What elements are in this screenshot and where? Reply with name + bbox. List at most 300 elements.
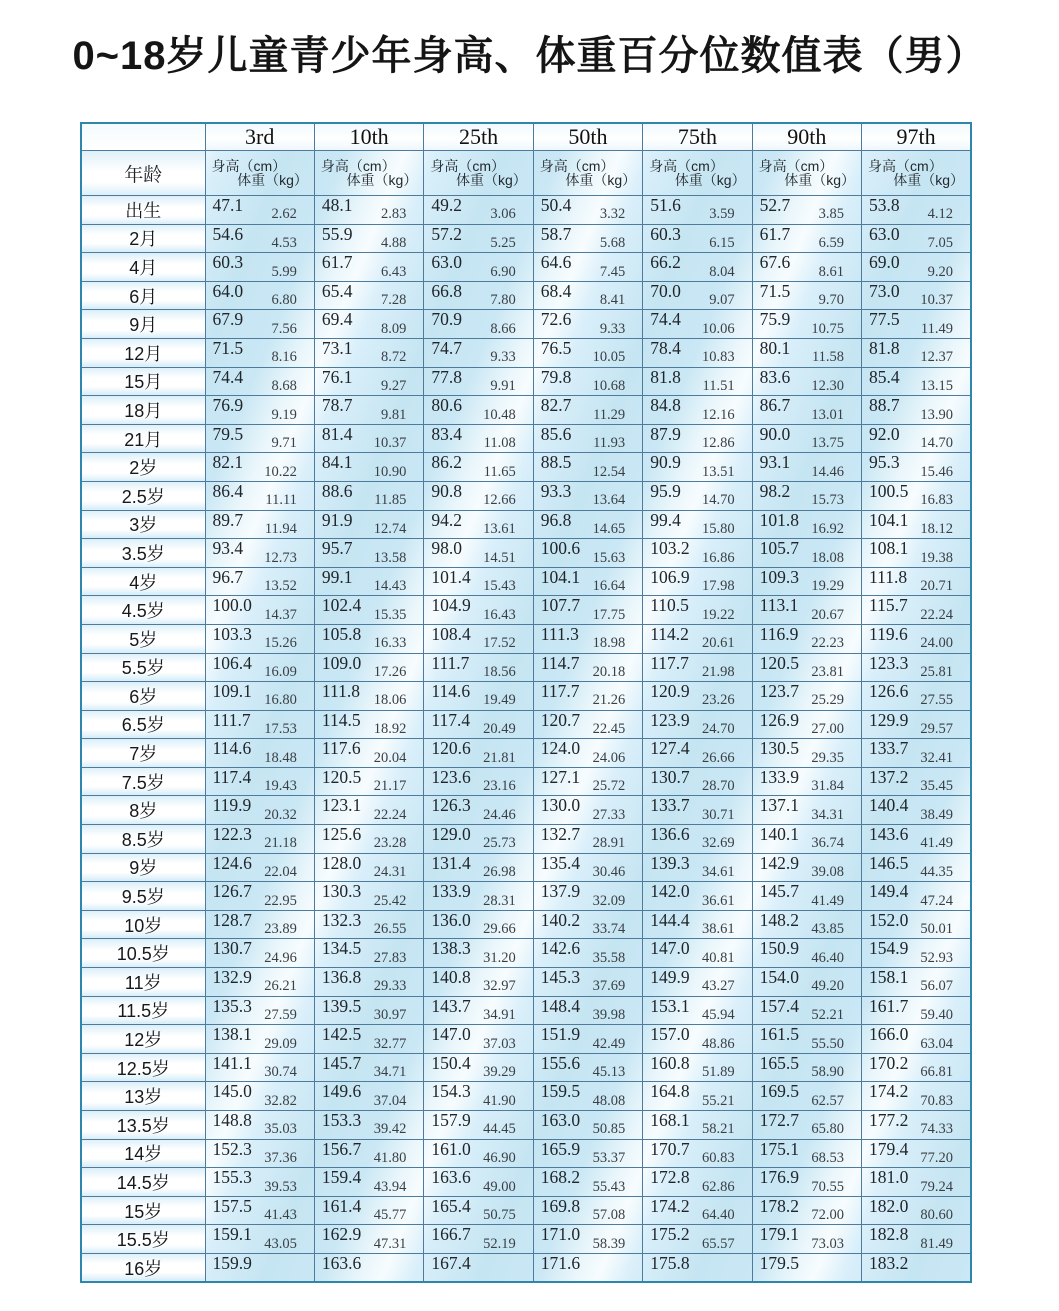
height-weight-cell	[205, 910, 314, 939]
height-value: 159.1	[212, 1224, 252, 1245]
height-weight-cell	[752, 910, 861, 939]
height-value: 140.4	[869, 795, 909, 816]
height-value: 157.0	[650, 1024, 690, 1045]
height-value: 160.8	[650, 1052, 690, 1073]
height-value: 104.9	[431, 595, 471, 616]
height-weight-cell	[533, 853, 642, 882]
weight-value: 60.83	[701, 1149, 735, 1166]
height-weight-cell	[862, 424, 971, 453]
height-value: 74.4	[650, 309, 681, 330]
weight-value: 13.52	[264, 578, 297, 595]
height-weight-cell	[533, 1225, 642, 1254]
age-cell: 15月	[81, 367, 205, 396]
weight-value: 9.33	[599, 320, 626, 337]
height-weight-cell	[752, 253, 861, 282]
weight-value: 16.33	[373, 635, 407, 652]
weight-value: 32.69	[701, 835, 735, 852]
height-value: 96.8	[540, 509, 572, 530]
height-weight-cell	[862, 825, 971, 854]
height-weight-cell	[314, 882, 423, 911]
height-weight-cell	[205, 1025, 314, 1054]
weight-value: 20.71	[920, 578, 953, 595]
height-value: 177.2	[869, 1110, 909, 1130]
height-value: 135.4	[540, 852, 581, 873]
weight-value: 2.62	[271, 206, 297, 223]
table-row	[81, 1139, 971, 1168]
weight-value: 32.09	[592, 892, 626, 909]
height-weight-cell	[643, 796, 752, 825]
weight-value: 11.65	[483, 463, 516, 480]
height-value: 95.3	[869, 452, 900, 473]
height-value: 114.2	[650, 623, 689, 644]
weight-value: 21.98	[701, 663, 735, 680]
height-weight-cell	[643, 196, 752, 225]
height-weight-cell	[643, 367, 752, 396]
height-weight-cell	[533, 196, 642, 225]
height-weight-cell	[862, 510, 971, 539]
height-value: 110.5	[650, 595, 689, 616]
percentile-header: 25th	[424, 123, 533, 151]
weight-value: 4.88	[380, 234, 407, 251]
table-row	[81, 1168, 971, 1197]
height-value: 81.8	[869, 337, 900, 358]
weight-value: 50.85	[592, 1121, 626, 1138]
table-row	[81, 338, 971, 367]
table-row	[81, 739, 971, 768]
weight-value: 65.57	[701, 1235, 735, 1252]
weight-value: 22.24	[373, 806, 407, 823]
height-value: 152.0	[869, 909, 909, 930]
weight-value: 37.03	[483, 1035, 516, 1052]
height-value: 65.4	[321, 280, 353, 301]
table-header	[81, 123, 971, 196]
weight-unit-label: 体重（kg）	[565, 172, 637, 188]
height-weight-cell	[424, 682, 533, 711]
height-value: 134.5	[321, 938, 362, 959]
weight-value: 25.42	[373, 892, 407, 909]
weight-value: 9.27	[380, 377, 407, 394]
table-row	[81, 624, 971, 653]
height-value: 131.4	[431, 852, 471, 873]
weight-value: 50.75	[483, 1207, 516, 1224]
height-weight-cell	[643, 624, 752, 653]
height-weight-cell	[643, 682, 752, 711]
weight-value: 23.28	[373, 835, 407, 852]
weight-value: 41.43	[264, 1207, 297, 1224]
weight-value: 11.93	[593, 435, 626, 452]
height-weight-cell	[533, 739, 642, 768]
height-weight-cell	[862, 1025, 971, 1054]
height-weight-cell	[862, 453, 971, 482]
weight-value: 26.66	[701, 749, 735, 766]
height-weight-cell	[862, 796, 971, 825]
height-value: 90.0	[759, 423, 791, 444]
height-weight-cell	[314, 1025, 423, 1054]
weight-value: 20.18	[592, 663, 626, 680]
height-value: 133.7	[869, 738, 909, 759]
height-weight-cell	[752, 1139, 861, 1168]
height-weight-cell	[533, 968, 642, 997]
weight-value: 13.58	[373, 549, 407, 566]
weight-value: 25.81	[920, 663, 953, 680]
weight-unit-label: 体重（kg）	[893, 172, 964, 188]
height-value: 164.8	[650, 1081, 690, 1102]
weight-value: 20.04	[373, 749, 407, 766]
height-weight-cell	[314, 682, 423, 711]
weight-value: 21.26	[592, 692, 626, 709]
height-value: 155.6	[540, 1052, 581, 1073]
height-value: 139.3	[650, 852, 690, 873]
table-row	[81, 396, 971, 425]
height-weight-cell	[424, 539, 533, 568]
table-row	[81, 567, 971, 596]
age-cell: 12.5岁	[81, 1053, 205, 1082]
weight-value: 23.81	[811, 663, 845, 680]
height-value: 165.4	[431, 1195, 471, 1216]
weight-value: 18.06	[373, 692, 407, 709]
height-value: 123.7	[759, 681, 799, 702]
weight-value: 5.68	[599, 234, 626, 251]
age-cell: 5岁	[81, 624, 205, 653]
height-weight-cell	[643, 939, 752, 968]
height-value: 142.0	[650, 881, 690, 902]
height-value: 86.2	[431, 452, 462, 473]
height-weight-cell	[533, 310, 642, 339]
height-weight-cell	[643, 224, 752, 253]
height-value: 104.1	[869, 509, 909, 530]
weight-value: 27.59	[264, 1007, 297, 1023]
height-value: 157.5	[212, 1195, 252, 1216]
height-value: 154.9	[869, 938, 909, 959]
percentile-header: 75th	[643, 123, 752, 151]
height-value: 154.0	[759, 967, 799, 988]
height-weight-cell	[533, 767, 642, 796]
age-cell: 4月	[81, 253, 205, 282]
height-value: 176.9	[759, 1167, 799, 1188]
height-value: 114.6	[431, 681, 471, 702]
height-value: 67.9	[212, 309, 244, 330]
height-weight-cell	[205, 539, 314, 568]
height-value: 52.7	[759, 195, 791, 215]
height-weight-cell	[862, 653, 971, 682]
height-value: 76.1	[321, 366, 353, 387]
height-weight-cell	[533, 281, 642, 310]
age-cell: 13岁	[81, 1082, 205, 1111]
height-weight-cell	[314, 338, 423, 367]
height-weight-cell	[205, 710, 314, 739]
table-row	[81, 968, 971, 997]
height-value: 120.5	[321, 766, 362, 787]
height-weight-cell	[205, 796, 314, 825]
height-value: 111.3	[540, 623, 579, 644]
height-value: 109.0	[321, 652, 362, 673]
weight-value: 11.94	[264, 520, 297, 537]
weight-value: 9.19	[271, 406, 297, 423]
height-value: 139.5	[321, 995, 362, 1016]
weight-value: 9.70	[818, 292, 845, 309]
weight-value: 46.90	[483, 1149, 516, 1166]
height-weight-cell	[205, 453, 314, 482]
height-value: 64.0	[212, 280, 244, 301]
height-weight-cell	[643, 853, 752, 882]
height-value: 73.0	[869, 280, 900, 301]
height-weight-cell	[424, 796, 533, 825]
height-weight-cell	[752, 281, 861, 310]
height-value: 172.8	[650, 1167, 690, 1188]
height-weight-cell	[205, 224, 314, 253]
weight-value: 49.00	[483, 1178, 516, 1195]
height-value: 50.4	[540, 195, 572, 215]
height-weight-cell	[205, 281, 314, 310]
height-weight-cell	[424, 510, 533, 539]
height-value: 117.4	[212, 766, 252, 787]
weight-value: 22.24	[920, 606, 953, 623]
height-value: 84.1	[321, 452, 353, 473]
weight-value: 15.35	[373, 606, 407, 623]
weight-value: 58.90	[811, 1064, 845, 1081]
weight-value: 10.90	[373, 463, 407, 480]
height-value: 172.7	[759, 1110, 799, 1130]
weight-value: 7.45	[599, 263, 626, 280]
height-weight-cell	[424, 939, 533, 968]
height-weight-cell	[862, 224, 971, 253]
age-cell: 出生	[81, 196, 205, 225]
height-value: 69.0	[869, 252, 900, 273]
weight-value: 63.04	[920, 1035, 953, 1052]
height-value: 142.5	[321, 1024, 362, 1045]
weight-value: 34.61	[701, 864, 735, 881]
height-value: 86.4	[212, 480, 244, 501]
height-weight-cell	[205, 596, 314, 625]
weight-unit-label: 体重（kg）	[455, 172, 527, 188]
weight-value: 25.73	[483, 835, 516, 852]
height-weight-cell	[862, 767, 971, 796]
weight-value: 3.59	[709, 206, 735, 223]
height-value: 101.8	[759, 509, 799, 530]
height-weight-cell	[314, 996, 423, 1025]
weight-value: 20.67	[811, 606, 845, 623]
height-weight-cell	[752, 767, 861, 796]
height-value: 78.4	[650, 337, 681, 358]
height-weight-cell	[752, 338, 861, 367]
table-row	[81, 710, 971, 739]
height-weight-cell	[643, 968, 752, 997]
age-cell: 15岁	[81, 1196, 205, 1225]
height-weight-cell	[424, 567, 533, 596]
height-weight-cell	[752, 510, 861, 539]
weight-value: 24.96	[264, 949, 297, 966]
height-weight-cell	[862, 624, 971, 653]
weight-value: 8.61	[818, 263, 845, 280]
age-cell: 5.5岁	[81, 653, 205, 682]
height-weight-cell	[314, 424, 423, 453]
height-weight-cell	[862, 1111, 971, 1140]
weight-value: 20.32	[264, 806, 297, 823]
height-weight-cell	[752, 481, 861, 510]
height-value: 179.5	[759, 1252, 799, 1273]
weight-value: 30.74	[264, 1064, 297, 1081]
height-weight-cell	[314, 253, 423, 282]
weight-value: 18.98	[592, 635, 626, 652]
height-value: 104.1	[540, 566, 581, 587]
height-weight-cell	[314, 739, 423, 768]
height-weight-cell	[533, 624, 642, 653]
height-weight-cell	[314, 1082, 423, 1111]
height-value: 84.8	[650, 395, 681, 416]
weight-value: 64.40	[701, 1207, 735, 1224]
weight-value: 12.73	[264, 549, 297, 566]
weight-value: 6.80	[271, 292, 297, 309]
height-value: 71.5	[212, 337, 244, 358]
height-value: 178.2	[759, 1195, 799, 1216]
height-weight-cell	[643, 310, 752, 339]
table-row	[81, 825, 971, 854]
height-weight-cell	[314, 1139, 423, 1168]
height-value: 171.6	[540, 1252, 581, 1273]
age-cell: 11.5岁	[81, 996, 205, 1025]
weight-value: 7.28	[380, 292, 407, 309]
weight-value: 29.66	[483, 921, 516, 938]
weight-value: 45.77	[373, 1207, 407, 1224]
age-cell: 3岁	[81, 510, 205, 539]
weight-value: 43.85	[811, 921, 845, 938]
height-weight-cell	[862, 1082, 971, 1111]
height-weight-cell	[643, 825, 752, 854]
height-weight-cell	[533, 453, 642, 482]
age-cell: 16岁	[81, 1253, 205, 1282]
age-cell: 6岁	[81, 682, 205, 711]
height-weight-cell	[752, 453, 861, 482]
percentile-header-row	[81, 123, 971, 151]
height-value: 85.4	[869, 366, 900, 387]
height-weight-cell	[752, 424, 861, 453]
height-weight-cell	[752, 996, 861, 1025]
weight-value: 77.20	[920, 1149, 953, 1166]
weight-value: 17.26	[373, 663, 407, 680]
weight-value: 25.72	[592, 778, 626, 795]
height-value: 120.7	[540, 709, 581, 730]
height-weight-cell	[533, 481, 642, 510]
height-weight-cell	[424, 710, 533, 739]
height-weight-cell	[643, 1082, 752, 1111]
height-value: 100.0	[212, 595, 252, 616]
height-weight-cell	[314, 224, 423, 253]
weight-value: 11.29	[593, 406, 626, 423]
weight-value: 31.20	[483, 949, 516, 966]
height-weight-cell	[533, 1139, 642, 1168]
height-value: 83.4	[431, 423, 462, 444]
height-value: 109.1	[212, 681, 252, 702]
weight-value: 49.20	[811, 978, 845, 995]
percentile-header: 90th	[752, 123, 861, 151]
height-unit-label: 身高（cm）	[539, 158, 615, 174]
weight-value: 12.66	[483, 492, 516, 509]
height-value: 126.9	[759, 709, 799, 730]
weight-value: 20.61	[701, 635, 735, 652]
weight-value: 29.35	[811, 749, 845, 766]
height-value: 123.6	[431, 766, 471, 787]
height-weight-cell	[752, 853, 861, 882]
height-value: 82.1	[212, 452, 244, 473]
height-weight-cell	[643, 1253, 752, 1282]
height-weight-cell	[424, 1168, 533, 1197]
height-value: 80.6	[431, 395, 462, 416]
weight-value: 17.53	[264, 721, 297, 738]
height-value: 145.7	[759, 881, 799, 902]
table-row	[81, 1225, 971, 1254]
height-value: 153.3	[321, 1110, 362, 1130]
height-value: 140.8	[431, 967, 471, 988]
height-weight-cell	[424, 253, 533, 282]
weight-value: 10.22	[264, 463, 297, 480]
height-value: 129.9	[869, 709, 909, 730]
height-weight-cell	[314, 1225, 423, 1254]
height-value: 159.5	[540, 1081, 581, 1102]
height-weight-cell	[424, 653, 533, 682]
weight-value: 3.06	[490, 206, 516, 223]
weight-value: 10.06	[701, 320, 735, 337]
weight-value: 15.80	[701, 520, 735, 537]
height-weight-cell	[862, 567, 971, 596]
weight-value: 45.94	[701, 1007, 735, 1023]
height-weight-cell	[533, 253, 642, 282]
height-weight-cell	[314, 1196, 423, 1225]
height-weight-cell	[205, 196, 314, 225]
table-row	[81, 1082, 971, 1111]
height-weight-cell	[533, 224, 642, 253]
height-value: 169.8	[540, 1195, 581, 1216]
height-weight-cell	[533, 825, 642, 854]
table-row	[81, 539, 971, 568]
weight-value: 9.20	[927, 263, 953, 280]
height-value: 170.7	[650, 1138, 690, 1159]
height-weight-cell	[752, 653, 861, 682]
age-cell: 6.5岁	[81, 710, 205, 739]
age-cell: 3.5岁	[81, 539, 205, 568]
height-weight-cell	[862, 1139, 971, 1168]
height-weight-cell	[424, 453, 533, 482]
weight-value: 79.24	[920, 1178, 953, 1195]
height-value: 125.6	[321, 824, 362, 845]
height-weight-cell	[752, 968, 861, 997]
height-value: 165.5	[759, 1052, 799, 1073]
height-weight-cell	[205, 481, 314, 510]
height-weight-cell	[424, 1111, 533, 1140]
height-weight-cell	[862, 1253, 971, 1282]
weight-value: 25.29	[811, 692, 845, 709]
weight-value: 14.51	[483, 549, 516, 566]
corner-cell	[81, 123, 205, 151]
weight-value: 72.00	[811, 1207, 845, 1224]
weight-value: 16.92	[811, 520, 845, 537]
weight-value: 73.03	[811, 1235, 845, 1252]
height-weight-cell	[314, 567, 423, 596]
height-value: 161.0	[431, 1138, 471, 1159]
height-weight-header-cell	[205, 151, 314, 196]
age-cell: 4.5岁	[81, 596, 205, 625]
height-value: 132.7	[540, 824, 581, 845]
weight-value: 22.23	[811, 635, 845, 652]
height-weight-cell	[205, 1111, 314, 1140]
height-value: 123.3	[869, 652, 909, 673]
height-value: 149.9	[650, 967, 690, 988]
weight-value: 51.89	[701, 1064, 735, 1081]
height-value: 74.7	[431, 337, 462, 358]
table-row	[81, 310, 971, 339]
height-value: 103.3	[212, 623, 252, 644]
height-weight-cell	[752, 825, 861, 854]
weight-value: 10.48	[483, 406, 516, 423]
